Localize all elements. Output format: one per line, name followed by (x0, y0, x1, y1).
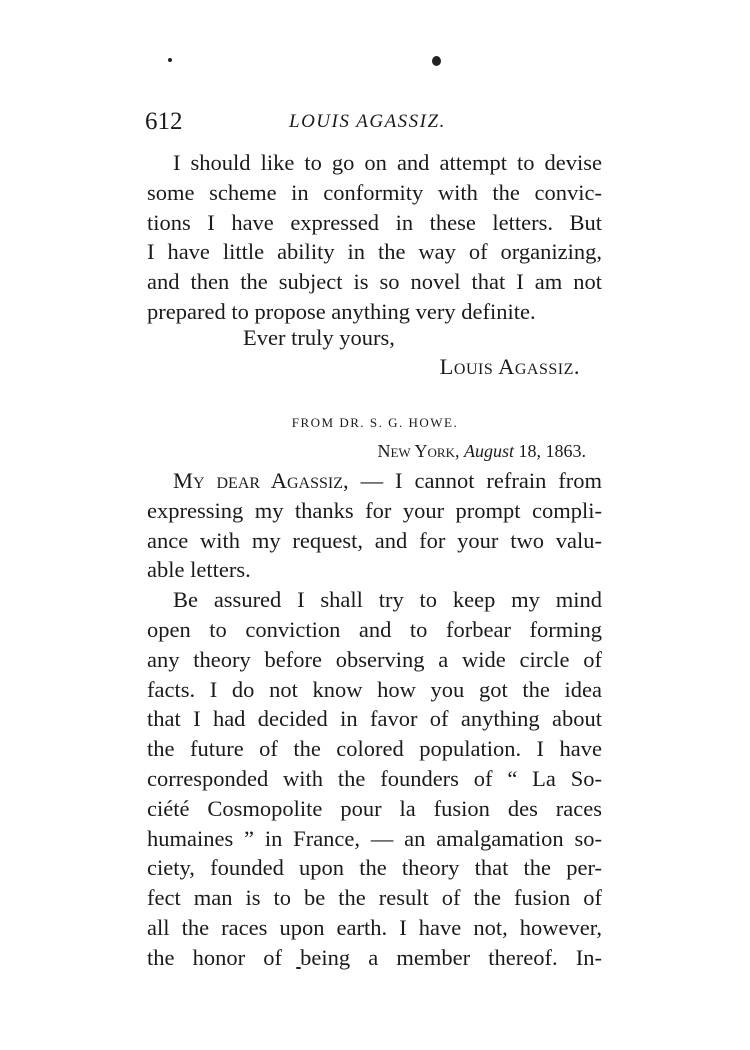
text-line: some scheme in conformity with the convic- (147, 179, 602, 205)
text-line: corresponded with the founders of “ La So- (147, 765, 602, 791)
text-line: fect man is to be the result of the fusion of (147, 885, 602, 911)
text-line: and then the subject is so novel that I am not (147, 269, 602, 295)
text-line: that I had decided in favor of anything about (147, 706, 602, 732)
running-head (145, 108, 600, 140)
closing: Ever truly yours, (243, 325, 395, 350)
salutation: My dear Agassiz, (173, 468, 349, 493)
dateline-place: New York, (377, 441, 460, 461)
text-line: Be assured I shall try to keep my mind (173, 587, 602, 613)
speck-mark (432, 56, 441, 66)
dateline (377, 441, 586, 462)
text-line: ance with my request, and for your two valu- (147, 527, 602, 553)
text-line: any theory before observing a wide circle of (147, 646, 602, 672)
text-line: able letters. (147, 557, 251, 583)
text-line: humaines ” in France, — an amalgamation so- (147, 825, 602, 851)
text-line: the honor of being a member thereof. In- (147, 944, 602, 970)
text-line: the future of the colored population. I have (147, 736, 602, 762)
text-line: open to conviction and to forbear forming (147, 616, 602, 642)
speck-mark (168, 58, 172, 62)
letter-two-body (147, 466, 602, 973)
text-line (147, 466, 602, 496)
text-line: expressing my thanks for your prompt compli- (147, 497, 602, 523)
text-fragment: — I cannot refrain from (360, 468, 603, 493)
text-line: prepared to propose anything very definite. (147, 298, 536, 324)
text-line: I have little ability in the way of organizing, (147, 239, 602, 265)
text-line: ciety, founded upon the theory that the per- (147, 855, 602, 881)
dateline-date: 18, 1863. (518, 441, 586, 461)
text-line: all the races upon earth. I have not, however, (147, 914, 602, 940)
signature: Louis Agassiz. (439, 354, 580, 379)
text-line: facts. I do not know how you got the idea (147, 676, 602, 702)
running-title: LOUIS AGASSIZ. (289, 111, 446, 132)
dateline-month: August (463, 441, 514, 461)
page-number: 612 (145, 108, 183, 135)
letter-heading: FROM DR. S. G. HOWE. (291, 415, 459, 430)
text-line: ciété Cosmopolite pour la fusion des races (147, 795, 602, 821)
text-line: I should like to go on and attempt to devise (173, 150, 602, 175)
letter-one-body (147, 148, 602, 327)
text-line: tions I have expressed in these letters. But (147, 209, 602, 235)
